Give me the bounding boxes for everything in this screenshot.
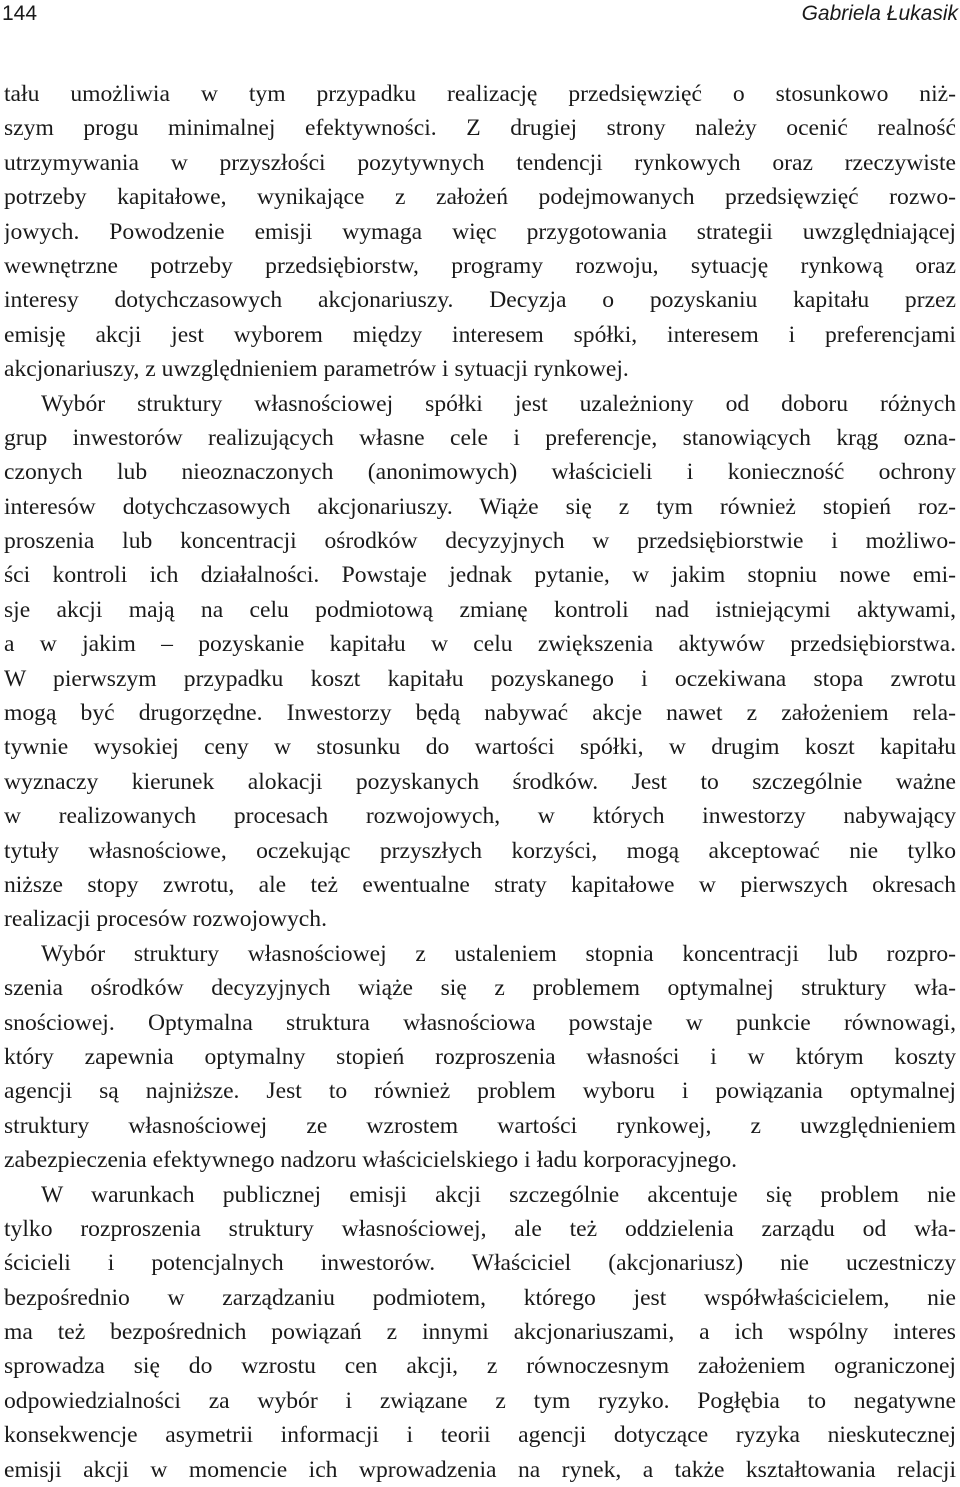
text-line: sje akcji mają na celu podmiotową zmianę kontroli nad istniejącymi aktywami,: [4, 593, 956, 627]
text-line: odpowiedzialności za wybór i związane z tym ryzyko. Pogłębia to negatywne: [4, 1384, 956, 1418]
text-line: interesy dotychczasowych akcjonariuszy. Decyzja o pozyskaniu kapitału przez: [4, 283, 956, 317]
page-number: 144: [2, 2, 37, 26]
text-line: czonych lub nieoznaczonych (anonimowych) właścicieli i konieczność ochrony: [4, 455, 956, 489]
text-line: zabezpieczenia efektywnego nadzoru właścicielskiego i ładu korporacyjnego.: [4, 1143, 956, 1177]
paragraph: [4, 77, 956, 387]
paragraph: [4, 937, 956, 1178]
text-line: w realizowanych procesach rozwojowych, w których inwestorzy nabywający: [4, 799, 956, 833]
text-line: ścicieli i potencjalnych inwestorów. Właściciel (akcjonariusz) nie uczestniczy: [4, 1246, 956, 1280]
text-line: ma też bezpośrednich powiązań z innymi akcjonariuszami, a ich wspólny interes: [4, 1315, 956, 1349]
text-line: bezpośrednio w zarządzaniu podmiotem, którego jest współwłaścicielem, nie: [4, 1281, 956, 1315]
text-line: grup inwestorów realizujących własne cele i preferencje, stanowiących krąg ozna-: [4, 421, 956, 455]
text-line: tału umożliwia w tym przypadku realizację przedsięwzięć o stosunkowo niż-: [4, 77, 956, 111]
text-line: Wybór struktury własnościowej z ustaleniem stopnia koncentracji lub rozpro-: [4, 937, 956, 971]
paragraph: [4, 387, 956, 937]
text-line: agencji są najniższe. Jest to również problem wyboru i powiązania optymalnej: [4, 1074, 956, 1108]
text-line: wyznaczy kierunek alokacji pozyskanych środków. Jest to szczególnie ważne: [4, 765, 956, 799]
text-line: szenia ośrodków decyzyjnych wiąże się z problemem optymalnej struktury wła-: [4, 971, 956, 1005]
text-line: który zapewnia optymalny stopień rozproszenia własności i w którym koszty: [4, 1040, 956, 1074]
text-line: konsekwencje asymetrii informacji i teorii agencji dotyczące ryzyka nieskutecznej: [4, 1418, 956, 1452]
text-line: jowych. Powodzenie emisji wymaga więc przygotowania strategii uwzględniającej: [4, 215, 956, 249]
text-line: tylko rozproszenia struktury własnościowej, ale też oddzielenia zarządu od wła-: [4, 1212, 956, 1246]
text-line: Wybór struktury własnościowej spółki jest uzależniony od doboru różnych: [4, 387, 956, 421]
text-line: snościowej. Optymalna struktura własnościowa powstaje w punkcie równowagi,: [4, 1006, 956, 1040]
text-line: struktury własnościowej ze wzrostem wartości rynkowej, z uwzględnieniem: [4, 1109, 956, 1143]
running-head-author: Gabriela Łukasik: [802, 2, 958, 26]
text-line: W pierwszym przypadku koszt kapitału pozyskanego i oczekiwana stopa zwrotu: [4, 662, 956, 696]
text-line: utrzymywania w przyszłości pozytywnych tendencji rynkowych oraz rzeczywiste: [4, 146, 956, 180]
text-line: emisji akcji w momencie ich wprowadzenia na rynek, a także kształtowania relacji: [4, 1453, 956, 1487]
text-line: niższe stopy zwrotu, ale też ewentualne straty kapitałowe w pierwszych okresach: [4, 868, 956, 902]
text-line: akcjonariuszy, z uwzględnieniem parametrów i sytuacji rynkowej.: [4, 352, 956, 386]
text-line: ści kontroli ich działalności. Powstaje jednak pytanie, w jakim stopniu nowe emi-: [4, 558, 956, 592]
text-line: proszenia lub koncentracji ośrodków decyzyjnych w przedsiębiorstwie i możliwo-: [4, 524, 956, 558]
text-line: szym progu minimalnej efektywności. Z drugiej strony należy ocenić realność: [4, 111, 956, 145]
text-line: tywnie wysokiej ceny w stosunku do wartości spółki, w drugim koszt kapitału: [4, 730, 956, 764]
body-text: [4, 77, 956, 1487]
text-line: W warunkach publicznej emisji akcji szczególnie akcentuje się problem nie: [4, 1178, 956, 1212]
page-header: [0, 0, 960, 30]
text-line: realizacji procesów rozwojowych.: [4, 902, 956, 936]
text-line: emisję akcji jest wyborem między interesem spółki, interesem i preferencjami: [4, 318, 956, 352]
text-line: sprowadza się do wzrostu cen akcji, z równoczesnym założeniem ograniczonej: [4, 1349, 956, 1383]
text-line: potrzeby kapitałowe, wynikające z założeń podejmowanych przedsięwzięć rozwo-: [4, 180, 956, 214]
text-line: a w jakim – pozyskanie kapitału w celu zwiększenia aktywów przedsiębiorstwa.: [4, 627, 956, 661]
text-line: wewnętrzne potrzeby przedsiębiorstw, programy rozwoju, sytuację rynkową oraz: [4, 249, 956, 283]
text-line: tytuły własnościowe, oczekując przyszłych korzyści, mogą akceptować nie tylko: [4, 834, 956, 868]
paragraph: [4, 1178, 956, 1487]
text-line: interesów dotychczasowych akcjonariuszy. Wiąże się z tym również stopień roz-: [4, 490, 956, 524]
text-line: mogą być drugorzędne. Inwestorzy będą nabywać akcje nawet z założeniem rela-: [4, 696, 956, 730]
